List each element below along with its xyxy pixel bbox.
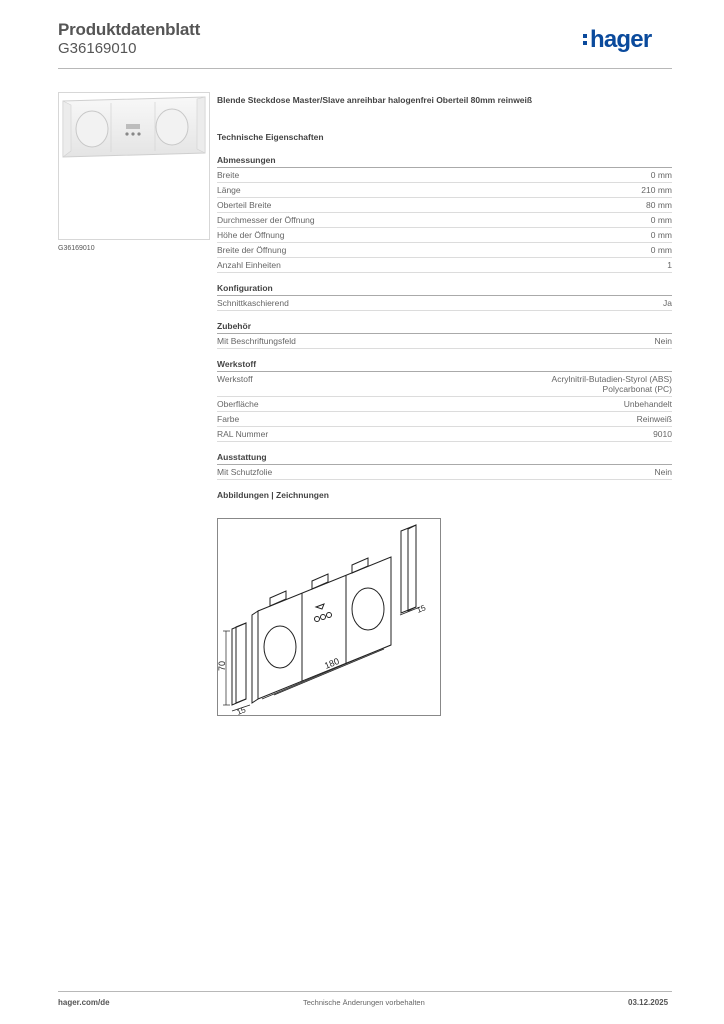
spec-label: Mit Schutzfolie [217, 467, 273, 477]
footer-website[interactable]: hager.com/de [58, 998, 110, 1007]
spec-value: Acrylnitril-Butadien-Styrol (ABS) Polycarbonat (PC) [551, 374, 672, 394]
dimension-end-right-label: 15 [415, 603, 428, 615]
spec-section [217, 359, 672, 442]
section-title: Ausstattung [217, 452, 672, 465]
dimension-length-label: 180 [323, 655, 341, 671]
spec-row [217, 258, 672, 273]
spec-row [217, 228, 672, 243]
spec-value: Ja [663, 298, 672, 308]
spec-value: 1 [667, 260, 672, 270]
spec-section [217, 155, 672, 273]
spec-row [217, 372, 672, 397]
spec-label: Durchmesser der Öffnung [217, 215, 315, 225]
spec-section [217, 452, 672, 480]
page-title: Produktdatenblatt [58, 20, 201, 39]
spec-label: Farbe [217, 414, 240, 424]
spec-label: Breite der Öffnung [217, 245, 287, 255]
spec-row [217, 213, 672, 228]
article-number: G36169010 [58, 40, 137, 57]
spec-row [217, 168, 672, 183]
spec-row [217, 397, 672, 412]
technical-drawing [217, 518, 441, 716]
spec-label: Anzahl Einheiten [217, 260, 281, 270]
spec-label: Mit Beschriftungsfeld [217, 336, 296, 346]
spec-sections [217, 155, 672, 480]
dimension-height-label: 70 [218, 660, 227, 671]
product-title: Blende Steckdose Master/Slave anreihbar halogenfrei Oberteil 80mm reinweiß [217, 95, 533, 105]
spec-label: Werkstoff [217, 374, 253, 384]
spec-label: Länge [217, 185, 241, 195]
spec-value: Nein [654, 336, 672, 346]
spec-value: 210 mm [641, 185, 672, 195]
spec-value: 9010 [653, 429, 672, 439]
cover-plate-image [59, 93, 209, 239]
section-title: Konfiguration [217, 283, 672, 296]
section-title: Abmessungen [217, 155, 672, 168]
footer-date: 03.12.2025 [628, 998, 669, 1007]
spec-section [217, 321, 672, 349]
spec-row [217, 183, 672, 198]
spec-value: 0 mm [650, 170, 672, 180]
spec-row [217, 243, 672, 258]
spec-value: Reinweiß [636, 414, 672, 424]
product-specs [217, 95, 672, 500]
spec-row [217, 465, 672, 480]
logo-dots-icon [583, 34, 587, 48]
spec-row [217, 427, 672, 442]
images-heading: Abbildungen | Zeichnungen [217, 490, 329, 500]
spec-label: Oberfläche [217, 399, 259, 409]
thumbnail-caption: G36169010 [58, 245, 95, 252]
spec-row [217, 412, 672, 427]
spec-value: 80 mm [646, 200, 672, 210]
spec-label: Breite [217, 170, 240, 180]
spec-label: Schnittkaschierend [217, 298, 289, 308]
spec-value: 0 mm [650, 215, 672, 225]
header-divider [58, 68, 672, 69]
spec-label: Höhe der Öffnung [217, 230, 285, 240]
spec-section [217, 283, 672, 311]
technical-heading: Technische Eigenschaften [217, 132, 324, 142]
dimension-end-left-label: 15 [235, 705, 248, 715]
section-title: Werkstoff [217, 359, 672, 372]
spec-value: 0 mm [650, 245, 672, 255]
section-title: Zubehör [217, 321, 672, 334]
spec-value: Unbehandelt [623, 399, 672, 409]
footer-divider [58, 991, 672, 992]
logo-text: hager [590, 26, 652, 53]
spec-value: 0 mm [650, 230, 672, 240]
hager-logo[interactable] [590, 26, 651, 54]
spec-value: Nein [654, 467, 672, 477]
spec-label: RAL Nummer [217, 429, 269, 439]
spec-row [217, 198, 672, 213]
spec-row [217, 296, 672, 311]
dimension-drawing [218, 519, 440, 715]
footer-disclaimer: Technische Änderungen vorbehalten [303, 998, 425, 1007]
spec-label: Oberteil Breite [217, 200, 272, 210]
product-thumbnail [58, 92, 210, 240]
spec-row [217, 334, 672, 349]
